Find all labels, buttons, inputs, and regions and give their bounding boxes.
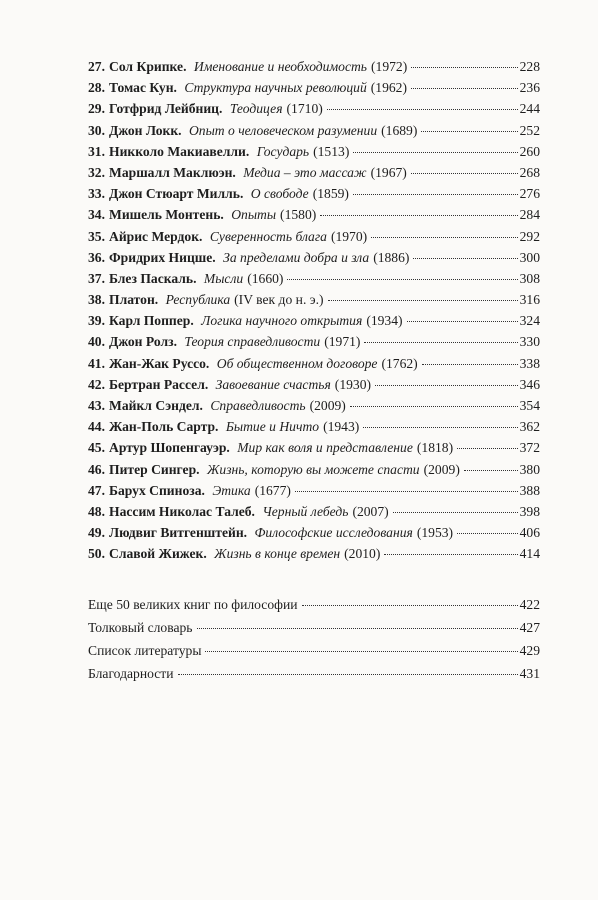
entry-year: (1962) xyxy=(370,80,408,96)
entry-author: Джон Локк. xyxy=(109,122,182,138)
entry-author: Жан-Жак Руссо. xyxy=(109,355,210,371)
spacer xyxy=(177,334,180,350)
entry-year: (1971) xyxy=(324,334,361,350)
entry-title: Этика xyxy=(212,482,251,498)
dot-leader xyxy=(328,300,518,301)
appendix-page-number: 422 xyxy=(519,596,540,612)
entry-number: 33. xyxy=(88,186,105,202)
spacer xyxy=(255,504,258,520)
entry-author: Томас Кун. xyxy=(109,80,177,96)
entry-author: Нассим Николас Талеб. xyxy=(109,503,255,519)
toc-entry[interactable] xyxy=(88,377,540,398)
spacer xyxy=(177,80,180,96)
dot-leader xyxy=(364,342,517,343)
entry-year: (1972) xyxy=(371,59,408,74)
entry-number: 30. xyxy=(88,122,105,138)
appendix-page-number: 429 xyxy=(519,642,540,658)
entry-page-number: 388 xyxy=(519,482,540,498)
spacer xyxy=(222,101,225,117)
entry-year: (1967) xyxy=(370,164,407,180)
dot-leader xyxy=(353,194,518,195)
entry-page-number: 406 xyxy=(519,525,540,541)
spacer xyxy=(197,271,200,287)
entry-title: Опыты xyxy=(231,207,277,223)
spacer xyxy=(224,207,227,223)
toc-entry[interactable] xyxy=(88,250,540,271)
entry-year: (1580) xyxy=(280,207,317,223)
entry-author: Сол Крипке. xyxy=(109,59,187,74)
entry-page-number: 252 xyxy=(519,122,540,138)
entry-author: Айрис Мердок. xyxy=(109,228,203,244)
section-gap xyxy=(88,568,540,597)
entry-page-number: 268 xyxy=(519,164,540,180)
entry-title: Мысли xyxy=(203,270,244,286)
entry-author: Карл Поппер. xyxy=(109,313,194,329)
entry-page-number: 244 xyxy=(519,101,540,117)
entry-year: (1677) xyxy=(254,482,291,498)
dot-leader xyxy=(421,131,517,132)
entry-number: 35. xyxy=(88,228,105,244)
toc-entry[interactable] xyxy=(88,462,540,483)
entry-author: Джон Ролз. xyxy=(109,334,177,350)
entry-title: Медиа – это массаж xyxy=(243,164,367,180)
dot-leader xyxy=(320,215,517,216)
toc-entry[interactable] xyxy=(88,165,540,186)
entry-title: Завоевание счастья xyxy=(215,376,331,392)
spacer xyxy=(194,313,197,329)
toc-appendix-entry[interactable] xyxy=(88,620,540,643)
appendix-page-number: 427 xyxy=(519,619,540,635)
entry-page-number: 398 xyxy=(519,503,540,519)
entry-number: 38. xyxy=(88,292,105,308)
entry-author: Платон. xyxy=(109,292,159,308)
appendix-label: Благодарности xyxy=(88,665,174,681)
entry-year: (2009) xyxy=(423,461,460,477)
entry-year: (1818) xyxy=(416,440,454,456)
entry-title: Структура научных революций xyxy=(184,80,367,96)
appendix-label: Еще 50 великих книг по философии xyxy=(88,596,298,612)
entry-author: Питер Сингер. xyxy=(109,461,200,477)
entry-author: Артур Шопенгауэр. xyxy=(109,440,230,456)
entry-number: 37. xyxy=(88,270,105,286)
spacer xyxy=(247,525,250,541)
dot-leader xyxy=(353,152,517,153)
entry-title: Жизнь в конце времен xyxy=(214,546,341,562)
entry-year: (1970) xyxy=(330,228,368,244)
spacer xyxy=(216,250,219,266)
entry-title: Черный лебедь xyxy=(262,503,349,519)
spacer xyxy=(158,292,161,308)
spacer xyxy=(218,419,221,435)
spacer xyxy=(249,144,252,160)
spacer xyxy=(243,186,246,202)
entry-number: 44. xyxy=(88,419,105,435)
toc-entry[interactable] xyxy=(88,207,540,228)
entry-author: Жан-Поль Сартр. xyxy=(109,419,219,435)
spacer xyxy=(182,123,185,139)
entry-year: (1513) xyxy=(313,143,350,159)
dot-leader xyxy=(411,88,518,89)
entry-title: Республика xyxy=(165,292,231,308)
toc-entries xyxy=(88,59,540,568)
dot-leader xyxy=(375,385,518,386)
appendix-label: Список литературы xyxy=(88,642,202,658)
entry-number: 46. xyxy=(88,461,105,477)
entry-number: 41. xyxy=(88,355,105,371)
entry-number: 50. xyxy=(88,546,105,562)
entry-title: Справедливость xyxy=(210,398,306,413)
entry-year: (1953) xyxy=(416,525,454,541)
toc-entry[interactable] xyxy=(88,313,540,334)
entry-year: (1859) xyxy=(312,186,349,202)
entry-page-number: 324 xyxy=(519,313,540,329)
entry-author: Готфрид Лейбниц. xyxy=(109,101,223,117)
entry-page-number: 228 xyxy=(519,59,540,74)
entry-title: Именование и необходимость xyxy=(193,59,367,74)
entry-number: 34. xyxy=(88,207,105,223)
entry-author: Майкл Сэндел. xyxy=(109,398,203,413)
entry-author: Фридрих Ницше. xyxy=(109,249,216,265)
entry-page-number: 338 xyxy=(519,355,540,371)
spacer xyxy=(230,440,233,456)
appendix-label: Толковый словарь xyxy=(88,619,193,635)
entry-number: 48. xyxy=(88,503,105,519)
entry-page-number: 316 xyxy=(519,292,540,308)
entry-number: 28. xyxy=(88,80,105,96)
entry-title: Теодицея xyxy=(229,101,283,117)
entry-title: Бытие и Ничто xyxy=(225,419,320,435)
entry-author: Славой Жижек. xyxy=(109,546,207,562)
entry-page-number: 330 xyxy=(519,334,540,350)
dot-leader xyxy=(327,109,518,110)
dot-leader xyxy=(407,321,518,322)
entry-number: 29. xyxy=(88,101,105,117)
toc-entry[interactable] xyxy=(88,292,540,313)
dot-leader xyxy=(411,173,518,174)
toc-entry[interactable] xyxy=(88,356,540,377)
spacer xyxy=(200,462,203,478)
toc-entry[interactable] xyxy=(88,504,540,525)
entry-page-number: 414 xyxy=(519,546,540,562)
entry-number: 45. xyxy=(88,440,105,456)
entry-year: (1943) xyxy=(323,419,360,435)
spacer xyxy=(236,165,239,181)
entry-author: Никколо Макиавелли. xyxy=(109,143,250,159)
entry-year: (1934) xyxy=(366,313,403,329)
table-of-contents xyxy=(88,59,540,689)
entry-author: Блез Паскаль. xyxy=(109,270,197,286)
toc-entry[interactable] xyxy=(88,334,540,355)
dot-leader xyxy=(371,237,517,238)
entry-page-number: 292 xyxy=(519,228,540,244)
entry-title: Опыт о человеческом разумении xyxy=(188,122,378,138)
entry-number: 47. xyxy=(88,482,105,498)
spacer xyxy=(203,398,206,414)
entry-number: 39. xyxy=(88,313,105,329)
entry-title: О свободе xyxy=(250,186,309,202)
toc-entry[interactable] xyxy=(88,483,540,504)
entry-number: 36. xyxy=(88,249,105,265)
entry-year: (1930) xyxy=(334,376,372,392)
entry-title: Жизнь, которую вы можете спасти xyxy=(206,461,420,477)
toc-entry[interactable] xyxy=(88,144,540,165)
dot-leader xyxy=(457,448,517,449)
spacer xyxy=(205,483,208,499)
entry-number: 27. xyxy=(88,59,105,74)
toc-entry[interactable] xyxy=(88,123,540,144)
toc-entry[interactable] xyxy=(88,59,540,80)
spacer xyxy=(186,59,189,75)
entry-page-number: 300 xyxy=(519,249,540,265)
dot-leader xyxy=(205,651,517,652)
toc-entry[interactable] xyxy=(88,546,540,567)
entry-year: (IV век до н. э.) xyxy=(234,292,324,308)
dot-leader xyxy=(363,427,517,428)
spacer xyxy=(209,356,212,372)
appendix-page-number: 431 xyxy=(519,665,540,681)
dot-leader xyxy=(457,533,518,534)
dot-leader xyxy=(384,554,517,555)
entry-page-number: 308 xyxy=(519,270,540,286)
dot-leader xyxy=(411,67,517,68)
toc-entry[interactable] xyxy=(88,525,540,546)
entry-author: Барух Спиноза. xyxy=(109,482,205,498)
entry-title: Логика научного открытия xyxy=(201,313,363,329)
dot-leader xyxy=(413,258,517,259)
entry-year: (1886) xyxy=(373,249,410,265)
entry-title: За пределами добра и зла xyxy=(223,249,370,265)
entry-title: Государь xyxy=(256,143,310,159)
entry-author: Бертран Рассел. xyxy=(109,376,209,392)
entry-year: (1660) xyxy=(247,270,284,286)
entry-page-number: 260 xyxy=(519,143,540,159)
entry-page-number: 346 xyxy=(519,376,540,392)
entry-number: 49. xyxy=(88,525,105,541)
entry-author: Маршалл Маклюэн. xyxy=(109,164,236,180)
dot-leader xyxy=(464,470,518,471)
toc-entry[interactable] xyxy=(88,229,540,250)
entry-number: 32. xyxy=(88,164,105,180)
entry-page-number: 354 xyxy=(519,398,540,413)
spacer xyxy=(207,546,210,562)
entry-number: 42. xyxy=(88,376,105,392)
entry-number: 43. xyxy=(88,398,105,413)
entry-year: (2007) xyxy=(352,503,389,519)
entry-page-number: 362 xyxy=(519,419,540,435)
toc-entry[interactable] xyxy=(88,101,540,122)
entry-year: (1689) xyxy=(381,122,418,138)
entry-page-number: 276 xyxy=(519,186,540,202)
toc-appendix-entry[interactable] xyxy=(88,597,540,620)
toc-appendix-entry[interactable] xyxy=(88,666,540,689)
spacer xyxy=(202,229,205,245)
dot-leader xyxy=(295,491,518,492)
toc-entry[interactable] xyxy=(88,271,540,292)
toc-entry[interactable] xyxy=(88,398,540,419)
toc-entry[interactable] xyxy=(88,186,540,207)
toc-entry[interactable] xyxy=(88,80,540,101)
entry-page-number: 236 xyxy=(519,80,540,96)
entry-year: (2009) xyxy=(309,398,346,413)
entry-author: Джон Стюарт Милль. xyxy=(109,186,244,202)
entry-title: Философские исследования xyxy=(254,525,413,541)
toc-entry[interactable] xyxy=(88,419,540,440)
entry-year: (1762) xyxy=(381,355,418,371)
dot-leader xyxy=(197,628,518,629)
entry-number: 31. xyxy=(88,143,105,159)
dot-leader xyxy=(350,406,518,407)
entry-year: (1710) xyxy=(286,101,323,117)
dot-leader xyxy=(178,674,518,675)
entry-title: Теория справедливости xyxy=(184,334,321,350)
entry-author: Людвиг Витгенштейн. xyxy=(109,525,248,541)
toc-entry[interactable] xyxy=(88,440,540,461)
entry-page-number: 284 xyxy=(519,207,540,223)
entry-year: (2010) xyxy=(344,546,381,562)
entry-number: 40. xyxy=(88,334,105,350)
entry-page-number: 380 xyxy=(519,461,540,477)
spacer xyxy=(208,377,211,393)
entry-title: Об общественном договоре xyxy=(216,355,378,371)
entry-title: Мир как воля и представление xyxy=(237,440,413,456)
dot-leader xyxy=(287,279,517,280)
entry-page-number: 372 xyxy=(519,440,540,456)
toc-appendix-entry[interactable] xyxy=(88,643,540,666)
dot-leader xyxy=(302,605,518,606)
entry-title: Суверенность блага xyxy=(209,228,327,244)
entry-author: Мишель Монтень. xyxy=(109,207,224,223)
dot-leader xyxy=(422,364,518,365)
toc-appendix-entries xyxy=(88,597,540,689)
dot-leader xyxy=(393,512,518,513)
